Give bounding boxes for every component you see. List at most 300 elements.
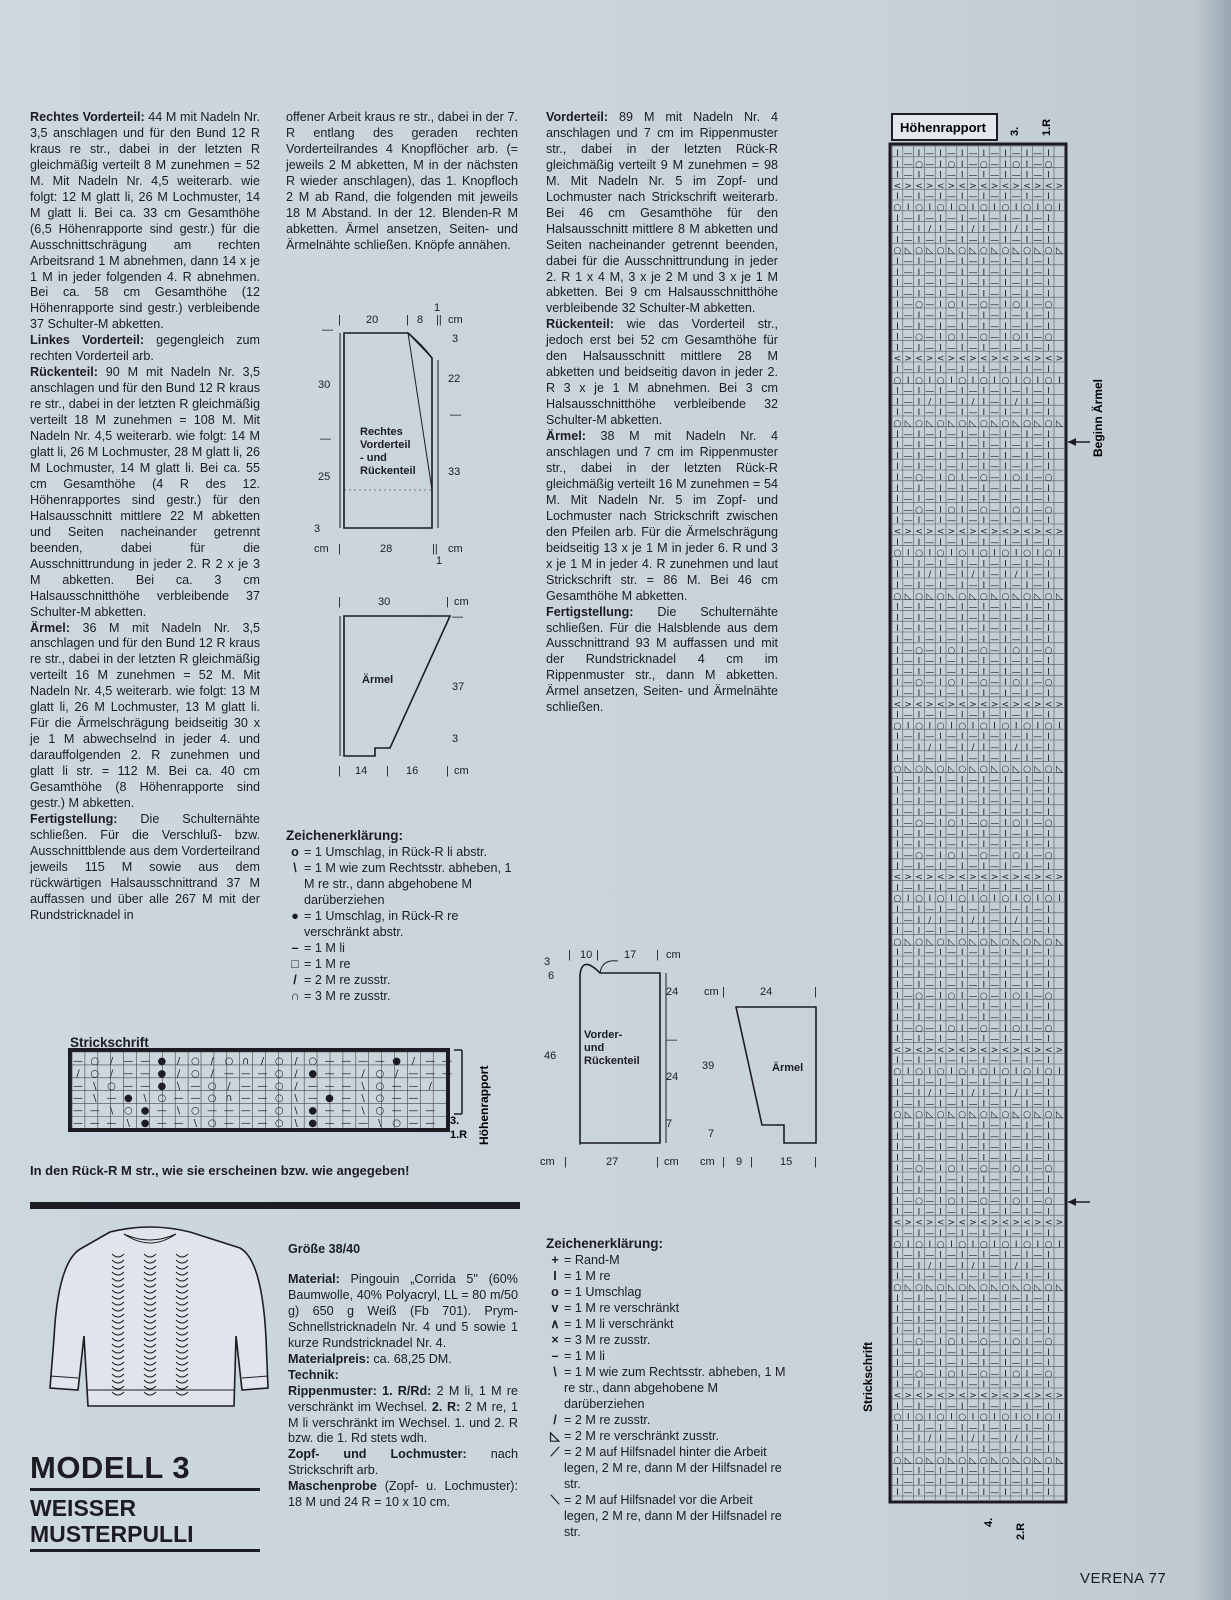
dim-tick: | [568,949,571,961]
stitch-symbol: / [76,1068,80,1080]
stitch-symbol: I [960,1131,964,1142]
stitch-symbol: — [990,656,1000,667]
stitch-symbol: I [1047,602,1050,613]
stitch-symbol: I [917,1088,921,1099]
stitch-symbol: I [917,753,921,764]
stitch-symbol: — [1033,429,1043,440]
stitch-symbol: I [1047,959,1050,969]
stitch-symbol: — [925,1034,935,1045]
stitch-symbol: ○ [936,721,945,732]
stitch-symbol: I [896,753,899,764]
stitch-symbol: I [960,1121,964,1131]
stitch-symbol: < [936,1218,945,1229]
stitch-symbol: — [1033,602,1043,613]
stitch-symbol: I [939,257,942,267]
stitch-symbol: ○ [1001,1110,1010,1121]
stitch-symbol: — [990,1423,1000,1434]
stitch-symbol: — [1033,267,1043,278]
stitch-symbol: I [1058,203,1061,213]
text-column-2 [286,110,518,254]
stitch-symbol: — [968,732,978,743]
stitch-symbol: — [240,1068,251,1080]
stitch-symbol: ○ [1044,1337,1053,1347]
stitch-symbol: I [917,462,921,473]
stitch-symbol: ○ [979,851,988,861]
section-heading: Rückenteil: [546,317,614,332]
stitch-symbol: — [968,861,978,872]
stitch-symbol: I [917,192,921,203]
stitch-symbol: I [939,689,942,699]
stitch-symbol: — [990,559,1000,570]
stitch-symbol: / [411,1056,416,1067]
stitch-symbol: — [1011,213,1021,224]
stitch-symbol: ○ [915,764,923,775]
stitch-symbol: > [969,1391,977,1401]
stitch-symbol: I [896,710,899,721]
legend-text: = Rand-M [564,1253,620,1267]
stitch-symbol: — [990,440,1000,451]
stitch-symbol: — [946,483,956,494]
stitch-symbol: I [960,581,964,591]
stitch-symbol: — [903,1434,913,1445]
stitch-symbol: ○ [915,1164,923,1175]
stitch-symbol: I [896,656,899,667]
stitch-symbol: I [896,289,899,300]
stitch-symbol: — [903,386,913,397]
stitch-symbol: I [917,775,921,786]
arrow-icon [1068,1198,1076,1206]
stitch-symbol: I [939,1023,942,1034]
section-heading: Rechtes Vorderteil: [30,110,145,124]
stitch-symbol: ◺ [969,937,977,948]
stitch-symbol: — [425,1118,436,1129]
stitch-symbol: I [896,645,899,656]
stitch-symbol: ○ [1044,937,1053,948]
stitch-symbol: — [1011,289,1021,300]
stitch-symbol: — [990,1369,1000,1380]
stitch-symbol: I [939,537,942,548]
paragraph [288,1479,518,1511]
stitch-symbol: < [1023,699,1031,710]
stitch-symbol: I [960,840,964,851]
stitch-symbol: I [917,1185,921,1196]
stitch-symbol: — [968,192,978,203]
stitch-symbol: I [960,278,964,289]
stitch-symbol: ○ [1044,1283,1053,1293]
stitch-symbol: I [896,1013,899,1023]
stitch-symbol: — [925,1077,935,1088]
stitch-symbol: I [1047,397,1050,408]
stitch-symbol: > [1012,1391,1020,1401]
dim-bottom-1: 9 [736,1156,743,1168]
stitch-symbol: I [1047,570,1050,581]
stitch-symbol: I [982,883,986,894]
stitch-symbol: — [990,753,1000,764]
stitch-symbol: ○ [915,937,923,948]
stitch-symbol: ○ [1044,645,1053,656]
stitch-symbol: — [903,473,913,483]
stitch-symbol: I [896,1488,899,1499]
stitch-symbol: — [1011,905,1021,915]
stitch-symbol: I [1058,1067,1061,1077]
stitch-symbol: — [106,1093,117,1105]
stitch-symbol: ○ [979,818,988,829]
stitch-symbol: I [917,516,921,527]
stitch-symbol: I [939,159,942,170]
stitch-symbol: / [1014,915,1018,926]
stitch-symbol: I [1047,1121,1050,1131]
stitch-symbol: — [925,473,935,483]
stitch-symbol: I [1025,473,1029,483]
stitch-symbol: < [915,181,923,192]
stitch-symbol: I [950,375,953,386]
stitch-symbol: I [982,1142,986,1153]
stitch-symbol: I [917,1121,921,1131]
stitch-symbol: I [939,397,942,408]
stitch-symbol: ○ [893,1110,902,1121]
stitch-symbol: I [917,1250,921,1261]
stitch-symbol: I [1058,721,1061,732]
stitch-symbol: / [928,224,932,235]
stitch-symbol: I [960,213,964,224]
stitch-symbol: — [1033,365,1043,375]
stitch-symbol: I [939,440,942,451]
stitch-symbol: I [960,1315,964,1326]
stitch-symbol: I [1025,1153,1029,1164]
stitch-symbol: — [990,613,1000,624]
stitch-symbol: — [946,1185,956,1196]
stitch-symbol: I [939,1034,942,1045]
stitch-symbol: I [1025,257,1029,267]
stitch-symbol: — [903,170,913,181]
stitch-symbol: I [960,386,964,397]
stitch-symbol: ○ [979,1239,988,1250]
stitch-symbol: I [917,1077,921,1088]
stitch-symbol: > [1034,699,1042,710]
stitch-symbol: — [968,678,978,689]
dim-right-1: 24 [666,986,679,998]
stitch-symbol: I [896,926,899,937]
instruction-note: In den Rück-R M str., wie sie erscheinen bzw. wie angegeben! [30,1163,410,1178]
stitch-symbol: I [917,278,921,289]
stitch-symbol: ○ [1044,818,1053,829]
stitch-symbol: — [925,1423,935,1434]
stitch-symbol: — [903,1056,913,1067]
stitch-symbol: I [939,840,942,851]
stitch-symbol: — [990,1023,1000,1034]
stitch-symbol: — [968,559,978,570]
stitch-symbol: < [1001,527,1010,537]
stitch-symbol: I [1025,278,1029,289]
legend-item [546,1492,786,1540]
stitch-symbol: — [1033,1023,1043,1034]
stitch-symbol: — [968,365,978,375]
stitch-symbol: ◺ [904,1110,912,1121]
stitch-symbol: — [990,645,1000,656]
stitch-symbol: I [1047,710,1050,721]
stitch-symbol: > [926,872,934,883]
stitch-symbol: I [939,321,942,332]
stitch-symbol: — [1011,667,1021,678]
stitch-symbol: I [917,948,921,959]
stitch-symbol: ● [308,1118,318,1129]
stitch-symbol: — [425,1056,436,1067]
stitch-symbol: — [925,1272,935,1283]
stitch-symbol: — [925,386,935,397]
stitch-symbol: — [990,1164,1000,1175]
stitch-symbol: I [960,289,964,300]
stitch-symbol: ○ [207,1080,217,1092]
stitch-symbol: I [1025,1488,1029,1499]
stitch-symbol: ○ [274,1118,284,1129]
piece-label: Ärmel [362,674,394,686]
stitch-symbol: ○ [1044,1067,1053,1077]
stitch-symbol: ○ [979,1164,988,1175]
stitch-symbol: I [1004,1401,1007,1412]
stitch-symbol: — [207,1105,218,1117]
stitch-symbol: I [917,829,921,840]
stitch-symbol: I [1036,203,1040,213]
stitch-symbol: I [1047,1131,1050,1142]
stitch-symbol: I [1004,311,1007,321]
stitch-symbol: \ [378,1118,382,1129]
stitch-symbol: — [968,1401,978,1412]
stitch-symbol: — [1011,192,1021,203]
stitch-symbol: I [1025,537,1029,548]
stitch-symbol: I [939,1088,942,1099]
stitch-symbol: ○ [915,991,923,1002]
stitch-symbol: I [1047,1304,1050,1315]
stitch-symbol: ○ [1044,1369,1053,1380]
stitch-symbol: ◺ [947,764,955,775]
stitch-symbol: — [903,570,913,581]
stitch-symbol: / [210,1068,214,1080]
dim-top-unit: cm [704,986,719,998]
stitch-symbol: ● [123,1093,133,1105]
stitch-symbol: I [1004,1347,1007,1358]
stitch-symbol: — [341,1093,352,1105]
stitch-symbol: I [896,980,899,991]
stitch-symbol: / [294,1068,298,1080]
stitch-symbol: I [939,829,942,840]
stitch-symbol: / [1014,1434,1018,1445]
stitch-symbol: I [960,1099,964,1110]
stitch-symbol: I [1004,1293,1007,1304]
stitch-symbol: — [990,462,1000,473]
piece-label: - und [360,452,387,464]
stitch-symbol: — [903,1401,913,1412]
stitch-symbol: I [960,678,964,689]
legend-title: Zeichenerklärung: [286,828,404,843]
stitch-symbol: ○ [1001,591,1010,602]
stitch-symbol: ○ [947,332,956,343]
stitch-symbol: — [946,1488,956,1499]
stitch-symbol: I [982,1131,986,1142]
chart-title: Strickschrift [70,1035,149,1050]
section-heading: Maschenprobe [288,1479,377,1494]
stitch-symbol: ● [308,1105,318,1117]
stitch-symbol: I [1025,1207,1029,1218]
stitch-symbol: — [946,1142,956,1153]
stitch-symbol: > [1034,1391,1042,1401]
stitch-symbol: / [928,1088,932,1099]
stitch-symbol: — [1011,775,1021,786]
stitch-symbol: ○ [936,375,945,386]
stitch-symbol: I [960,1088,964,1099]
stitch-symbol: I [1025,883,1029,894]
stitch-symbol: ○ [893,764,902,775]
section-heading: 2. R: [431,1399,461,1414]
stitch-symbol: — [324,1118,335,1129]
stitch-symbol: ○ [1023,419,1031,429]
stitch-symbol: ○ [979,473,988,483]
stitch-symbol: > [1034,1218,1042,1229]
stitch-symbol: — [925,1131,935,1142]
stitch-symbol: — [1033,1358,1043,1369]
stitch-symbol: I [896,473,899,483]
stitch-symbol: — [925,969,935,980]
stitch-symbol: ○ [958,419,967,429]
stitch-symbol: — [968,343,978,354]
stitch-symbol: I [939,149,942,159]
stitch-symbol: I [906,721,910,732]
stitch-symbol: — [240,1080,251,1092]
stitch-symbol: — [1011,235,1021,246]
stitch-symbol: — [990,1002,1000,1013]
stitch-symbol: I [1025,678,1029,689]
stitch-symbol: — [968,753,978,764]
stitch-symbol: < [980,527,988,537]
legend-text: = 1 Umschlag, in Rück-R li abstr. [304,845,488,859]
stitch-symbol: — [946,537,956,548]
stitch-symbol: — [946,1229,956,1239]
stitch-symbol: ○ [979,1023,988,1034]
stitch-symbol: I [960,1002,964,1013]
stitch-symbol: — [968,170,978,181]
stitch-symbol: I [896,1077,899,1088]
stitch-symbol: I [960,1034,964,1045]
stitch-symbol: — [1033,343,1043,354]
stitch-symbol: I [1025,959,1029,969]
stitch-symbol: I [1047,1175,1050,1185]
stitch-symbol: — [925,645,935,656]
stitch-symbol: I [1025,343,1029,354]
legend-item [546,1444,786,1492]
stitch-symbol: I [896,689,899,699]
stitch-symbol: I [1036,894,1040,905]
stitch-symbol: I [939,332,942,343]
stitch-symbol: — [925,311,935,321]
stitch-symbol: ○ [207,1093,217,1105]
paragraph [30,812,260,924]
stitch-symbol: — [990,451,1000,462]
stitch-symbol: I [896,861,899,872]
stitch-symbol: — [946,1099,956,1110]
legend-symbol: – [291,941,299,955]
stitch-symbol: I [982,1401,986,1412]
stitch-symbol: — [1033,170,1043,181]
stitch-symbol: I [917,1099,921,1110]
stitch-symbol: / [227,1080,231,1092]
stitch-symbol: I [1014,1412,1018,1423]
stitch-symbol: I [1004,861,1007,872]
stitch-symbol: > [947,354,956,365]
stitch-symbol: — [990,1196,1000,1207]
stitch-symbol: I [896,635,899,645]
stitch-symbol: ○ [979,764,988,775]
stitch-symbol: I [917,365,921,375]
stitch-symbol: I [1004,1337,1007,1347]
dim-bottom-2: 15 [780,1156,793,1168]
stitch-symbol: I [982,1002,986,1013]
stitch-symbol: — [946,516,956,527]
stitch-symbol: — [968,1153,978,1164]
stitch-symbol: I [950,548,953,559]
stitch-symbol: I [982,170,986,181]
stitch-symbol: > [1012,1218,1020,1229]
model-title-block [30,1450,260,1556]
stitch-symbol: I [1025,732,1029,743]
stitch-symbol: — [968,1423,978,1434]
section-heading: Linkes Vorderteil: [30,333,145,348]
stitch-symbol: I [939,635,942,645]
stitch-symbol: — [925,408,935,419]
stitch-symbol: I [960,440,964,451]
stitch-symbol: I [1025,710,1029,721]
stitch-symbol: / [971,915,975,926]
legend-item [546,1316,786,1332]
stitch-symbol: I [1025,170,1029,181]
stitch-symbol: — [946,235,956,246]
stitch-symbol: I [1025,1131,1029,1142]
stitch-symbol: ◺ [904,764,912,775]
stitch-symbol: — [73,1105,83,1117]
stitch-symbol: I [939,365,942,375]
stitch-symbol: — [946,667,956,678]
stitch-symbol: ◺ [1034,764,1042,775]
stitch-symbol: ○ [958,591,967,602]
stitch-symbol: I [939,807,942,818]
stitch-symbol: — [946,969,956,980]
stitch-symbol: I [896,1250,899,1261]
stitch-symbol: — [925,883,935,894]
stitch-symbol: — [968,505,978,516]
stitch-symbol: I [917,1434,921,1445]
stitch-symbol: I [1004,537,1007,548]
stitch-symbol: — [968,959,978,969]
stitch-symbol: > [926,1218,934,1229]
stitch-symbol: I [939,743,942,753]
stitch-symbol: — [903,1304,913,1315]
stitch-symbol: I [1004,321,1007,332]
stitch-symbol: I [896,905,899,915]
stitch-symbol: I [939,1369,942,1380]
stitch-symbol: I [1025,656,1029,667]
stitch-symbol: — [990,743,1000,753]
stitch-symbol: I [1025,494,1029,505]
stitch-symbol: I [960,408,964,419]
stitch-symbol: I [917,1272,921,1283]
stitch-symbol: < [1044,872,1053,883]
stitch-symbol: — [1033,1121,1043,1131]
stitch-symbol: > [904,699,912,710]
stitch-symbol: I [960,1196,964,1207]
stitch-symbol: — [925,667,935,678]
stitch-symbol: I [896,829,899,840]
stitch-symbol: < [1023,1218,1031,1229]
stitch-symbol: — [990,1477,1000,1488]
stitch-symbol: — [1033,1013,1043,1023]
